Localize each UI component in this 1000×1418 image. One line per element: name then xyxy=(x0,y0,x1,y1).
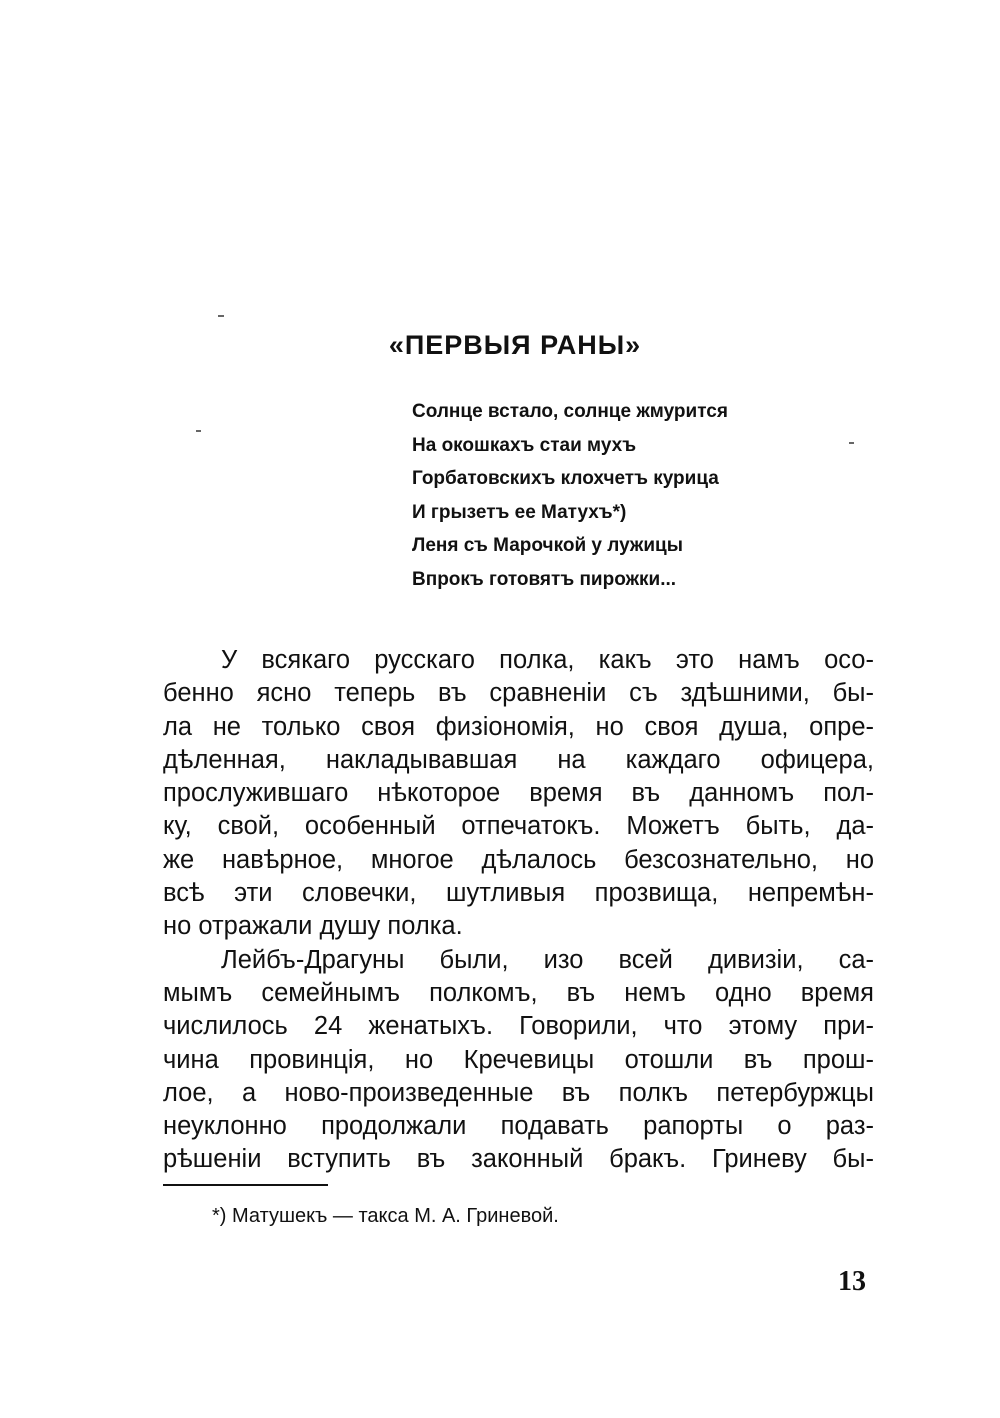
body-line: Лейбъ-Драгуны были, изо всей дивизіи, са- xyxy=(221,945,874,974)
body-line: рѣшеніи вступить въ законный бракъ. Гриневу бы- xyxy=(163,1145,874,1174)
body-line: но отражали душу полка. xyxy=(163,912,463,941)
body-line: чина провинцiя, но Кречевицы отошли въ прош- xyxy=(163,1045,874,1074)
scan-speck xyxy=(218,315,224,317)
chapter-title: «ПЕРВЫЯ РАНЫ» xyxy=(388,330,642,360)
body-line: неуклонно продолжали подавать рапорты о раз- xyxy=(163,1112,874,1141)
poem-line: Солнце встало, солнце жмурится xyxy=(412,401,728,422)
body-line: У всякаго русскаго полка, какъ это намъ осо- xyxy=(221,646,874,674)
page-number: 13 xyxy=(838,1266,866,1297)
body-line: мымъ семейнымъ полкомъ, въ немъ одно время xyxy=(163,978,874,1007)
footnote-separator xyxy=(163,1184,328,1186)
body-line: всѣ эти словечки, шутливыя прозвища, непремѣн- xyxy=(163,879,874,908)
footnote: *) Матушекъ — такса М. А. Гриневой. xyxy=(212,1205,559,1227)
poem-line: Леня съ Марочкой у лужицы xyxy=(412,535,683,556)
poem-line: И грызетъ ее Матухъ*) xyxy=(412,501,627,523)
poem-line: Горбатовскихъ клохчетъ курица xyxy=(412,468,719,489)
body-text xyxy=(163,644,874,1177)
body-line: прослужившаго нѣкоторое время въ данномъ пол- xyxy=(163,779,874,808)
poem-line: Впрокъ готовятъ пирожки... xyxy=(412,568,677,590)
scan-speck xyxy=(196,430,201,432)
body-line: ла не только своя физіономія, но своя душа, опре- xyxy=(163,712,874,741)
body-line: ку, свой, особенный отпечатокъ. Можетъ быть, да- xyxy=(163,812,874,841)
body-line: лое, а ново-произведенные въ полкъ петербуржцы xyxy=(163,1078,874,1107)
body-line: же навѣрное, многое дѣлалось безсознательно, но xyxy=(163,845,874,874)
body-line: дѣленная, накладывавшая на каждаго офицера, xyxy=(163,745,874,774)
poem-line: На окошкахъ стаи мухъ xyxy=(412,434,637,456)
body-line: бенно ясно теперь въ сравненіи съ здѣшними, бы- xyxy=(163,679,874,708)
scan-speck xyxy=(849,442,854,444)
body-line: числилось 24 женатыхъ. Говорили, что этому при- xyxy=(163,1012,874,1041)
epigraph-poem xyxy=(412,395,728,596)
